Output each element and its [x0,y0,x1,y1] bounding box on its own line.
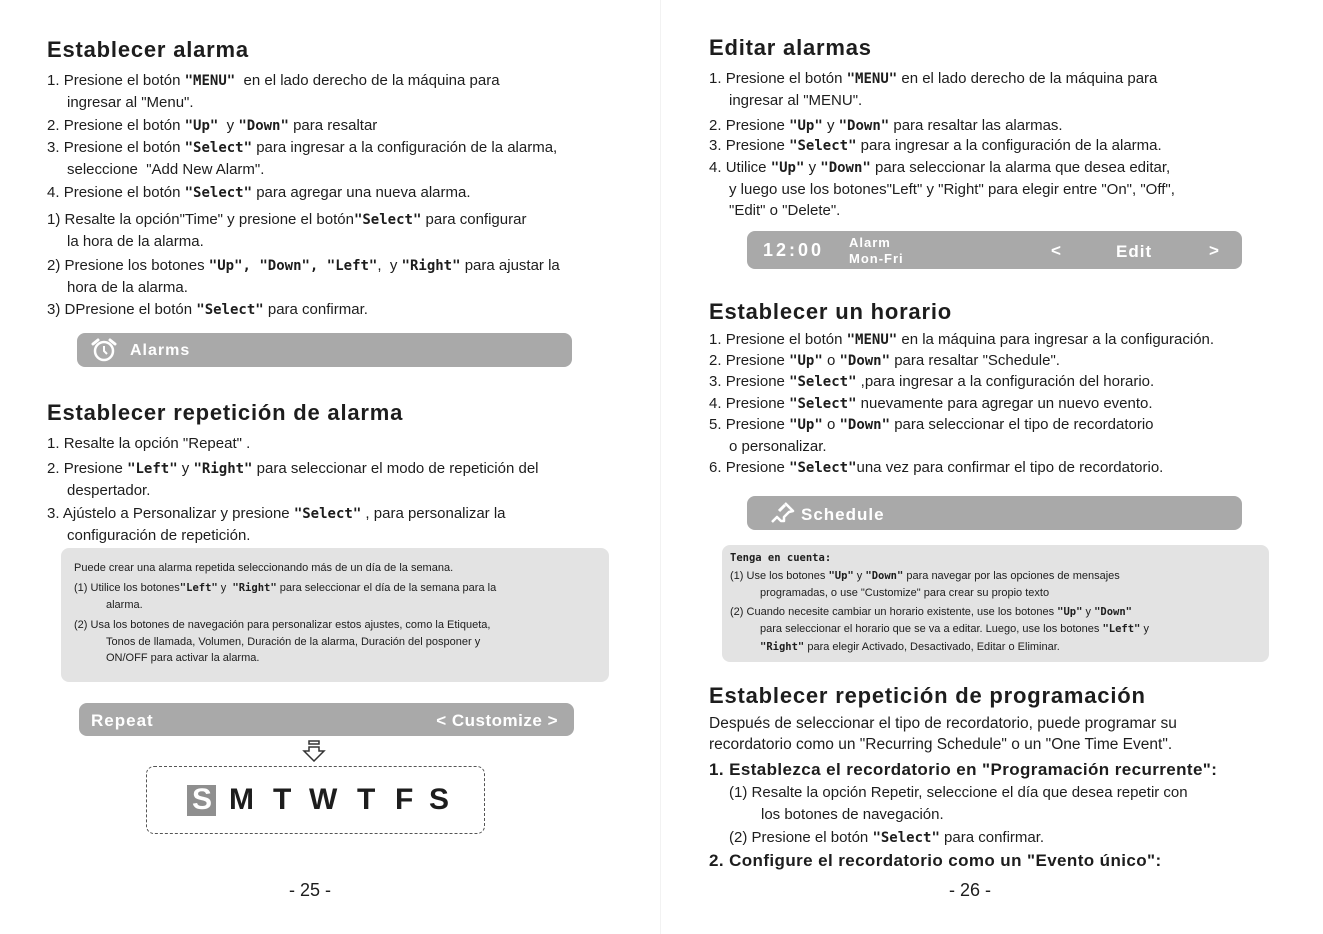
step-text: programadas, o use "Customize" para crear su propio texto [760,587,1050,599]
button-name: "Select" [789,396,857,412]
step-line [709,351,1060,371]
step-line [47,459,539,479]
step-line [729,91,862,111]
step-text: Presione [725,416,790,433]
step-text: Resalte la opción"Time" y presione el botón [64,211,354,228]
section-title-alarm-repeat: Establecer repetición de alarma [47,400,404,425]
step-text: para seleccionar la alarma que desea editar, [870,159,1171,176]
schedule-label: Schedule [801,505,885,524]
button-name: "MENU" [846,332,898,348]
step-number: 1. [47,72,60,89]
step-line [47,256,560,276]
section-title-schedule: Establecer un horario [709,299,952,324]
step-text: para seleccionar el horario que se va a editar. Luego, use los botones [760,623,1103,635]
chevron-left-icon: < [1051,241,1061,260]
step-text: hora de la alarma. [67,279,188,296]
step-text: ingresar al "Menu". [67,94,194,111]
step-text: Usa los botones de navegación para personalizar estos ajustes, como la Etiqueta, [90,619,491,631]
button-name: "Up" [1057,606,1083,618]
step-line [709,158,1170,178]
repeat-label: Repeat [91,711,154,730]
step-text: Presione el botón [751,829,873,846]
step-text: Resalte la opción "Repeat" . [63,435,251,452]
step-number: 3. [709,137,722,154]
step-line [729,201,840,221]
step-line [709,116,1063,136]
step-line [47,138,557,158]
customize-value: < Customize > [436,711,558,730]
day-monday: M [229,783,254,816]
step-text: para ingresar a la configuración de la alarma, [252,139,558,156]
alarm-days: Mon-Fri [849,251,904,266]
step-number: 3. [47,505,60,522]
step-text: para resaltar las alarmas. [889,117,1063,134]
day-friday: F [395,783,414,816]
step-line [729,437,827,457]
button-name: "Select" [789,374,857,390]
step-text: para resaltar [288,117,378,134]
step-text: Puede crear una alarma repetida seleccionando más de un día de la semana. [74,562,454,574]
page-26 [662,0,1323,934]
step-line [47,116,377,136]
step-line [47,183,471,203]
step-number: 3) [47,301,61,318]
step-line [74,560,453,576]
step-number: 2. [47,117,60,134]
step-text: para confirmar. [263,301,368,318]
alarm-label: Alarm [849,235,891,250]
step-text: configuración de repetición. [67,527,251,544]
step-text: en el lado derecho de la máquina para [897,70,1158,87]
step-number: 3. [47,139,60,156]
step-number: 1. [47,435,60,452]
step-line [67,160,264,180]
step-number: 6. [709,459,722,476]
step-text: Resalte la opción Repetir, seleccione el día que desea repetir con [751,784,1188,801]
step-text: para agregar una nueva alarma. [252,184,471,201]
button-name: "Select" [789,460,857,476]
step-text: una vez para confirmar el tipo de recordatorio. [856,459,1164,476]
step-line [47,434,250,454]
button-name: "MENU" [846,71,898,87]
section-title-set-alarm: Establecer alarma [47,37,249,62]
edit-alarm-bar [747,231,1242,269]
step-text: ,para ingresar a la configuración del horario. [856,373,1155,390]
button-name: "Select" [789,138,857,154]
step-line [47,300,368,320]
step-text: Presione [725,459,790,476]
step-line [760,621,1149,637]
step-line [709,136,1162,156]
step-line [730,550,831,566]
step-text: Presione el botón [63,139,185,156]
step-line [74,580,496,596]
step-text: despertador. [67,482,151,499]
step-number: 4. [709,395,722,412]
schedule-menu-bar [747,496,1242,530]
alarm-time: 12:00 [763,240,825,260]
day-saturday: S [429,783,450,816]
step-number: (2) [74,619,88,631]
step-number: 1. [709,70,722,87]
button-name: "Right" [760,641,805,653]
repeat-menu-bar [79,703,574,736]
step-text: y [1082,606,1095,618]
schedule-note-box [722,545,1269,662]
step-text: DPresione el botón [64,301,197,318]
step-text: Presione el botón [725,70,847,87]
intro-line-2: recordatorio como un "Recurring Schedule" o un "One Time Event". [709,736,1173,753]
step-text: Presione los botones [64,257,209,274]
button-name: "Select" [293,506,362,522]
button-name: "Select" [353,212,422,228]
edit-value: Edit [1116,242,1153,261]
step-line [47,210,526,230]
step-text: para seleccionar el día de la semana para la [276,582,497,594]
step-text: ON/OFF para activar la alarma. [106,652,260,664]
step-number: 2. [47,460,60,477]
step-text: alarma. [106,599,143,611]
step-text: en el lado derecho de la máquina para [235,72,500,89]
step-line [761,805,944,825]
weekday-selector [146,766,485,834]
heading-recurring: 1. Establezca el recordatorio en "Programación recurrente": [709,760,1218,779]
step-text: , y [377,257,402,274]
step-line [67,481,150,501]
step-text: para configurar [421,211,527,228]
step-text: ingresar al "MENU". [729,92,863,109]
button-name: "Down" [238,118,289,134]
step-line [729,783,1188,803]
step-number: 4. [709,159,722,176]
down-arrow-icon [302,740,326,767]
step-text: Cuando necesite cambiar un horario existente, use los botones [746,606,1058,618]
button-name: "Left" [127,461,178,477]
step-line [709,330,1214,350]
repeat-note-box [61,548,609,682]
heading-one-time: 2. Configure el recordatorio como un "Evento único": [709,851,1162,870]
step-text: Presione [63,460,128,477]
day-sunday: S [192,783,213,816]
step-text: y [804,159,821,176]
step-number: (1) [729,784,748,801]
step-text: y [853,570,866,582]
step-line [67,526,250,546]
step-number: 4. [47,184,60,201]
step-line [709,458,1163,478]
button-name: "Right" [193,461,253,477]
step-text: "Edit" o "Delete". [729,202,841,219]
button-name: "Up" [770,160,805,176]
page-number-25: - 25 - [289,880,332,900]
step-text: Presione [725,117,790,134]
step-text: y [177,460,194,477]
step-line [67,93,194,113]
step-text: para resaltar "Schedule". [890,352,1060,369]
step-text: la hora de la alarma. [67,233,204,250]
step-line [730,604,1132,620]
step-text: para confirmar. [939,829,1045,846]
step-text: Utilice [725,159,771,176]
step-text: Presione el botón [63,72,185,89]
pushpin-icon [769,501,797,530]
step-line [760,585,1049,601]
step-line [67,278,188,298]
button-name: "Up" [828,570,854,582]
step-number: 1. [709,331,722,348]
step-number: (2) [729,829,748,846]
step-line [47,71,500,91]
step-line [729,828,1044,848]
step-text: Presione el botón [725,331,847,348]
day-thursday: T [357,783,376,816]
chevron-right-icon: > [1209,241,1219,260]
step-text: Ajústelo a Personalizar y presione [62,505,294,522]
step-number: (2) [730,606,744,618]
step-text: y luego use los botones"Left" y "Right" para elegir entre "On", "Off", [729,181,1175,198]
intro-line-1: Después de seleccionar el tipo de recordatorio, puede programar su [709,715,1177,732]
button-name: "Left" [179,582,218,594]
step-text: Presione el botón [63,117,185,134]
step-number: 2) [47,257,61,274]
step-line [67,232,204,252]
button-name: Tenga en cuenta: [730,552,832,564]
button-name: "Up" [789,353,823,369]
step-number: (1) [74,582,88,594]
step-number: 2. [709,117,722,134]
step-number: 3. [709,373,722,390]
step-number: (1) [730,570,744,582]
button-name: "Up" [184,118,219,134]
button-name: "Up" [789,417,823,433]
step-number: 1) [47,211,61,228]
button-name: "Select" [184,140,253,156]
button-name: "MENU" [184,73,236,89]
button-name: "Down" [838,118,890,134]
step-text: para seleccionar el modo de repetición del [252,460,539,477]
button-name: "Up" [789,118,823,134]
step-line [709,69,1157,89]
alarms-label: Alarms [130,342,191,359]
button-name: "Down" [839,417,891,433]
button-name: "Right" [401,258,461,274]
step-line [47,504,506,524]
step-text: y [218,117,239,134]
button-name: "Select" [196,302,264,318]
step-line [106,597,143,613]
step-number: 2. [709,352,722,369]
step-text: Utilice los botones [90,582,180,594]
section-title-schedule-repeat: Establecer repetición de programación [709,683,1146,708]
step-text: Presione [725,137,790,154]
button-name: "Down" [1094,606,1133,618]
step-text: en la máquina para ingresar a la configuración. [897,331,1215,348]
day-wednesday: W [309,783,338,816]
button-name: "Down" [839,353,891,369]
step-number: 5. [709,416,722,433]
button-name: "Left" [1102,623,1141,635]
page-number-26: - 26 - [949,880,992,900]
step-text: Tonos de llamada, Volumen, Duración de la alarma, Duración del posponer y [106,636,481,648]
button-name: "Down" [820,160,871,176]
step-line [709,372,1154,392]
step-line [729,180,1175,200]
step-line [709,394,1153,414]
step-text: Presione el botón [63,184,185,201]
step-text: y [1140,623,1149,635]
step-line [74,617,490,633]
step-text: Presione [725,395,790,412]
step-text: para ajustar la [460,257,560,274]
button-name: "Down" [865,570,904,582]
button-name: "Select" [872,830,940,846]
step-text: o [822,352,840,369]
step-text: Presione [725,373,790,390]
button-name: "Select" [184,185,253,201]
step-text: para elegir Activado, Desactivado, Editar o Eliminar. [807,641,1060,653]
step-text: para navegar por las opciones de mensajes [903,570,1120,582]
step-line [730,568,1120,584]
step-text: o personalizar. [729,438,827,455]
day-tuesday: T [273,783,292,816]
step-text: para seleccionar el tipo de recordatorio [890,416,1154,433]
button-name: "Up", "Down", "Left" [208,258,378,274]
step-text: y [217,582,233,594]
step-text: , para personalizar la [361,505,506,522]
alarm-clock-icon [91,338,117,367]
step-text: Use los botones [746,570,829,582]
step-line [760,639,1060,655]
step-line [106,650,259,666]
step-line [106,634,480,650]
step-text: Presione [725,352,790,369]
alarms-menu-bar [77,333,572,367]
page-25 [0,0,661,934]
step-text: para ingresar a la configuración de la alarma. [856,137,1162,154]
button-name: "Right" [232,582,277,594]
step-text: y [822,117,839,134]
step-text: seleccione "Add New Alarm". [67,161,265,178]
step-text: los botones de navegación. [761,806,944,823]
step-text: o [822,416,840,433]
section-title-edit-alarms: Editar alarmas [709,35,872,60]
step-text: nuevamente para agregar un nuevo evento. [856,395,1153,412]
step-line [709,415,1154,435]
